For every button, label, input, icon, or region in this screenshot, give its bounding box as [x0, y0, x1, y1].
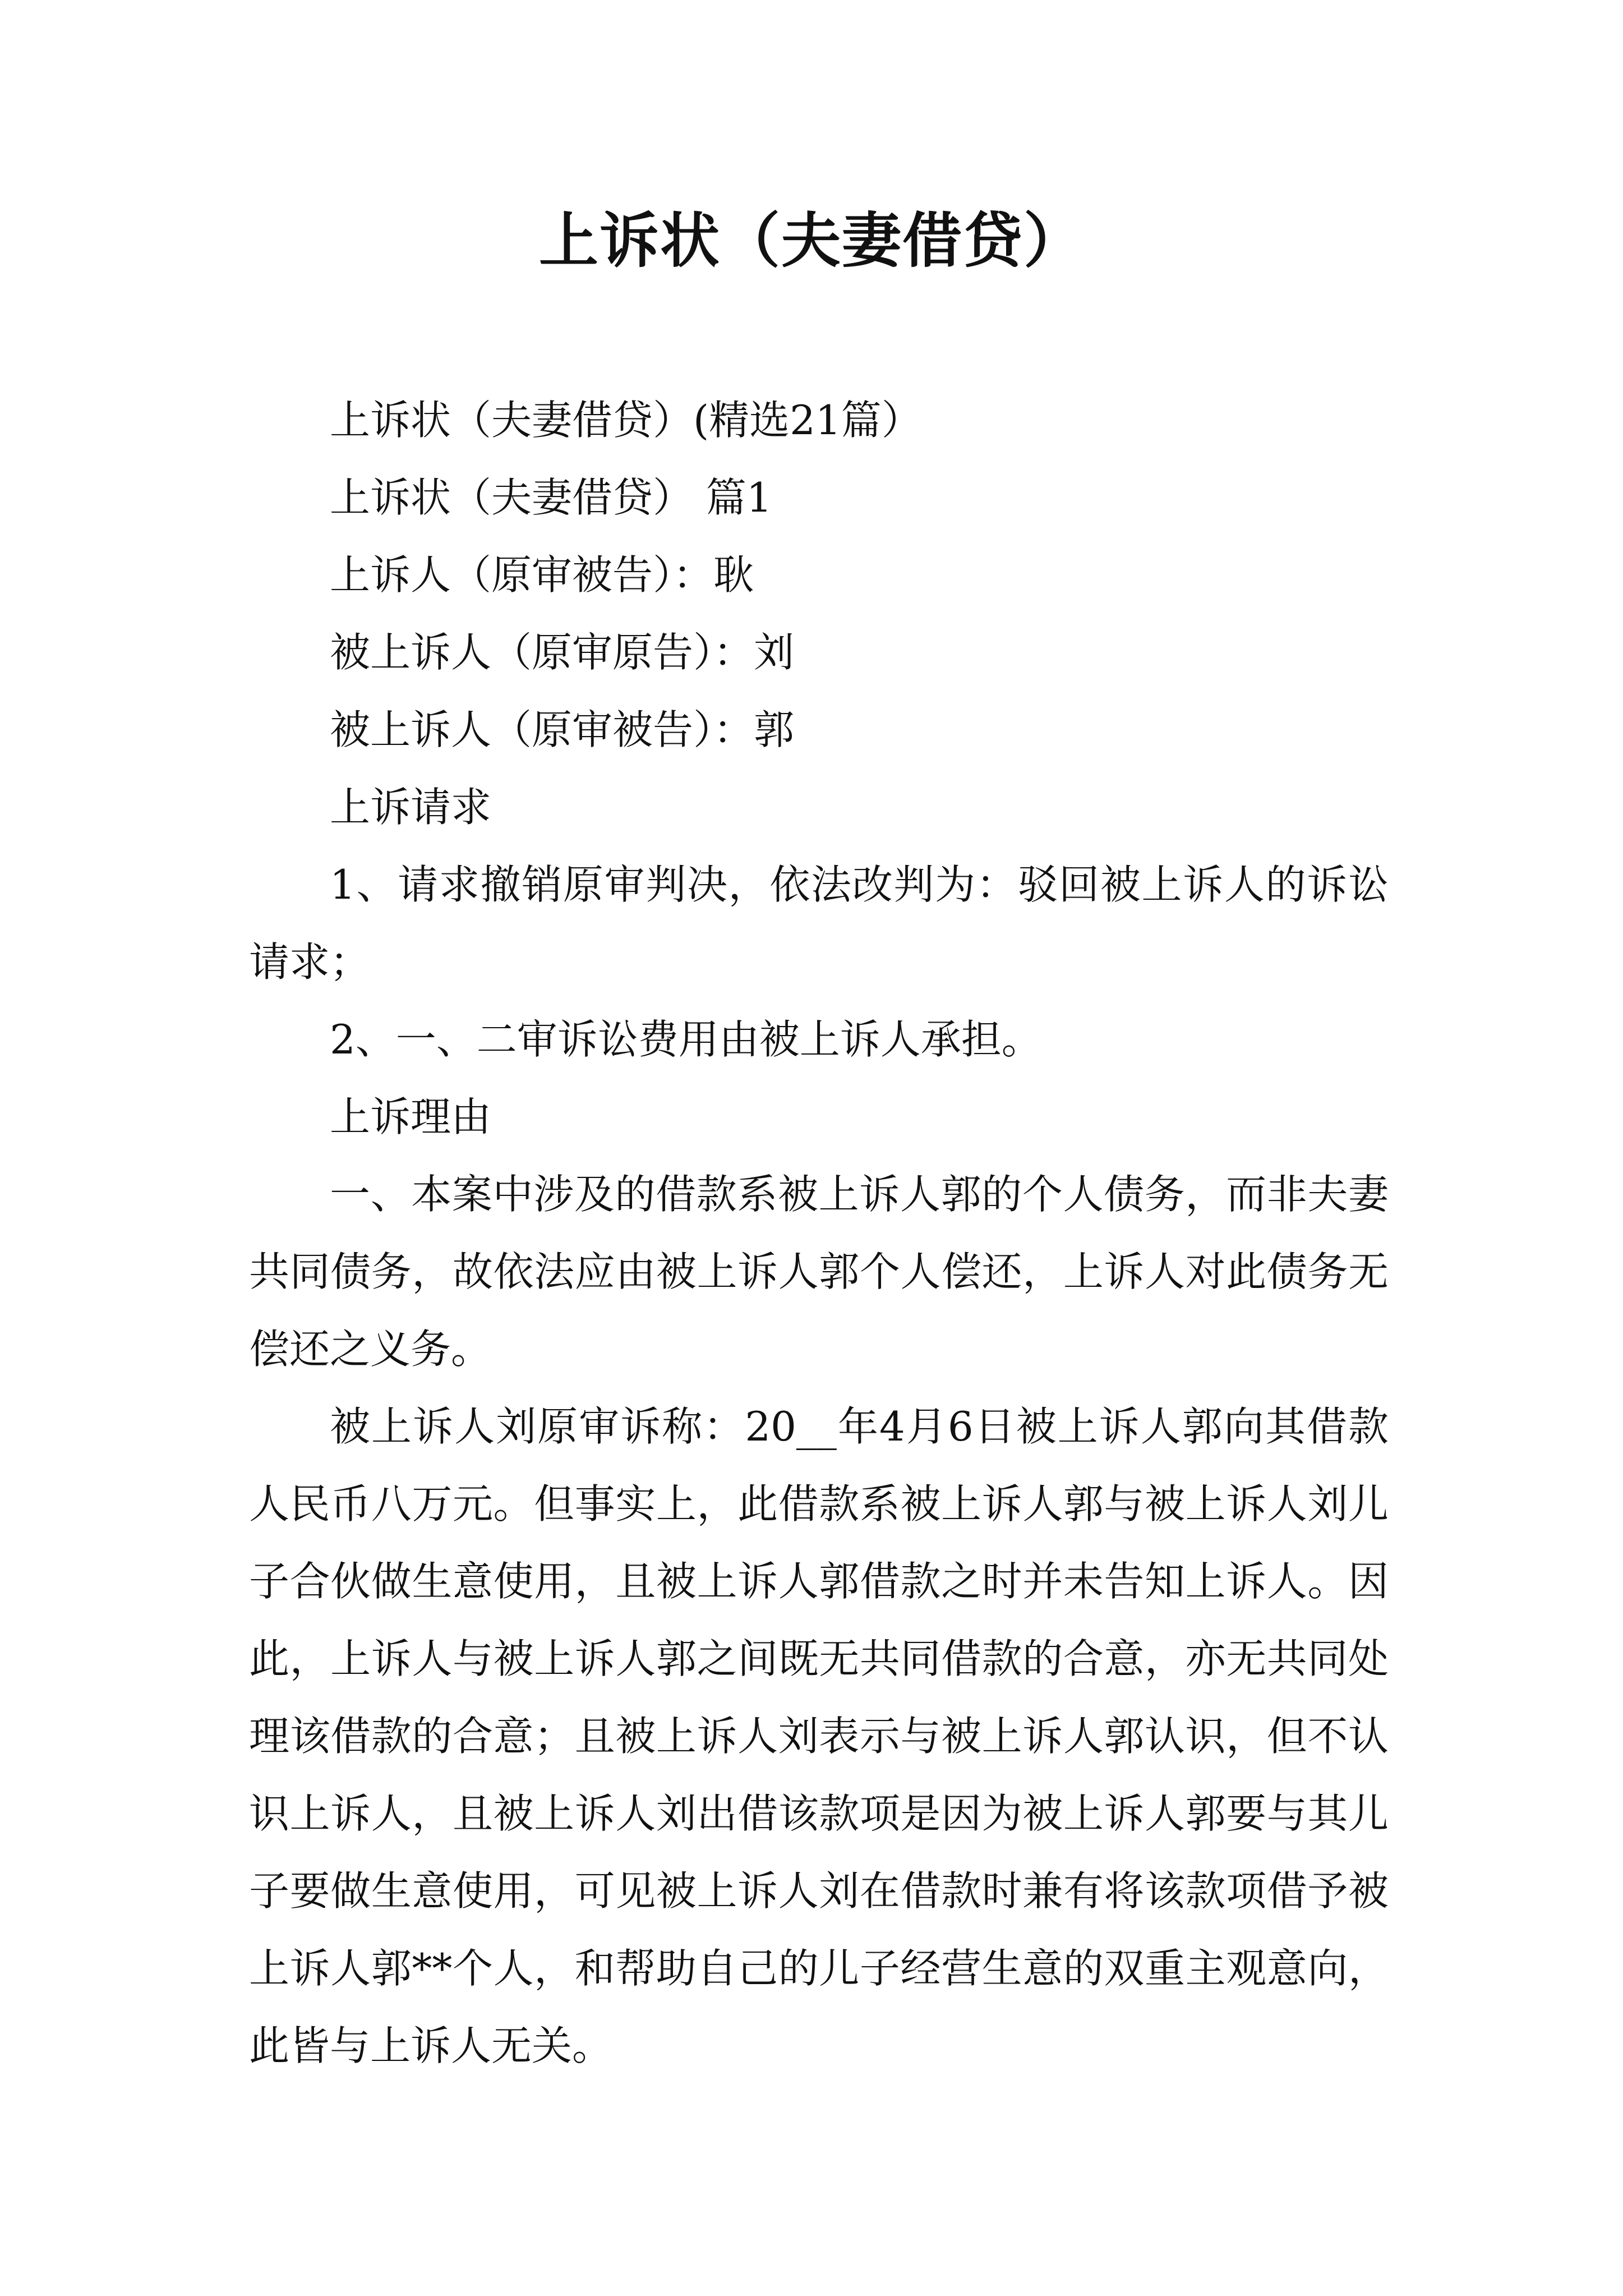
- paragraph-appellee-plaintiff: 被上诉人（原审原告）：刘: [330, 629, 795, 676]
- paragraph-reason-1: 一、本案中涉及的借款系被上诉人郭的个人债务，而非夫妻共同债务，故依法应由被上诉人郭个人偿还，上诉人对此债务无偿还之义务。: [249, 1171, 1389, 1373]
- paragraph-appellee-defendant: 被上诉人（原审被告）：郭: [330, 706, 795, 753]
- paragraph-request-1: 1、请求撤销原审判决，依法改判为：驳回被上诉人的诉讼请求；: [249, 861, 1389, 986]
- paragraph-section-heading: 上诉状（夫妻借贷） 篇1: [330, 474, 772, 521]
- paragraph-appeal-requests-heading: 上诉请求: [330, 784, 492, 831]
- paragraph-request-2: 2、一、二审诉讼费用由被上诉人承担。: [330, 1016, 1042, 1063]
- document-body: [249, 381, 1389, 2085]
- paragraph-appeal-reasons-heading: 上诉理由: [330, 1093, 492, 1140]
- paragraph-reason-detail: 被上诉人刘原审诉称：20__年4月6日被上诉人郭向其借款人民币八万元。但事实上，此借款系被上诉人郭与被上诉人刘儿子合伙做生意使用，且被上诉人郭借款之时并未告知上诉人。因此，上诉人与被上诉人郭之间既无共同借款的合意，亦无共同处理该借款的合意；且被上诉人刘表示与被上诉人郭认识，但不认识上诉人，且被上诉人刘出借该款项是因为被上诉人郭要与其儿子要做生意使用，可见被上诉人刘在借款时兼有将该款项借予被上诉人郭**个人，和帮助自己的儿子经营生意的双重主观意向，此皆与上诉人无关。: [249, 1403, 1389, 2069]
- paragraph-appellant: 上诉人（原审被告）：耿: [330, 551, 754, 599]
- paragraph-subtitle: 上诉状（夫妻借贷）(精选21篇）: [330, 397, 922, 444]
- document-title: 上诉状（夫妻借贷）: [539, 206, 1084, 275]
